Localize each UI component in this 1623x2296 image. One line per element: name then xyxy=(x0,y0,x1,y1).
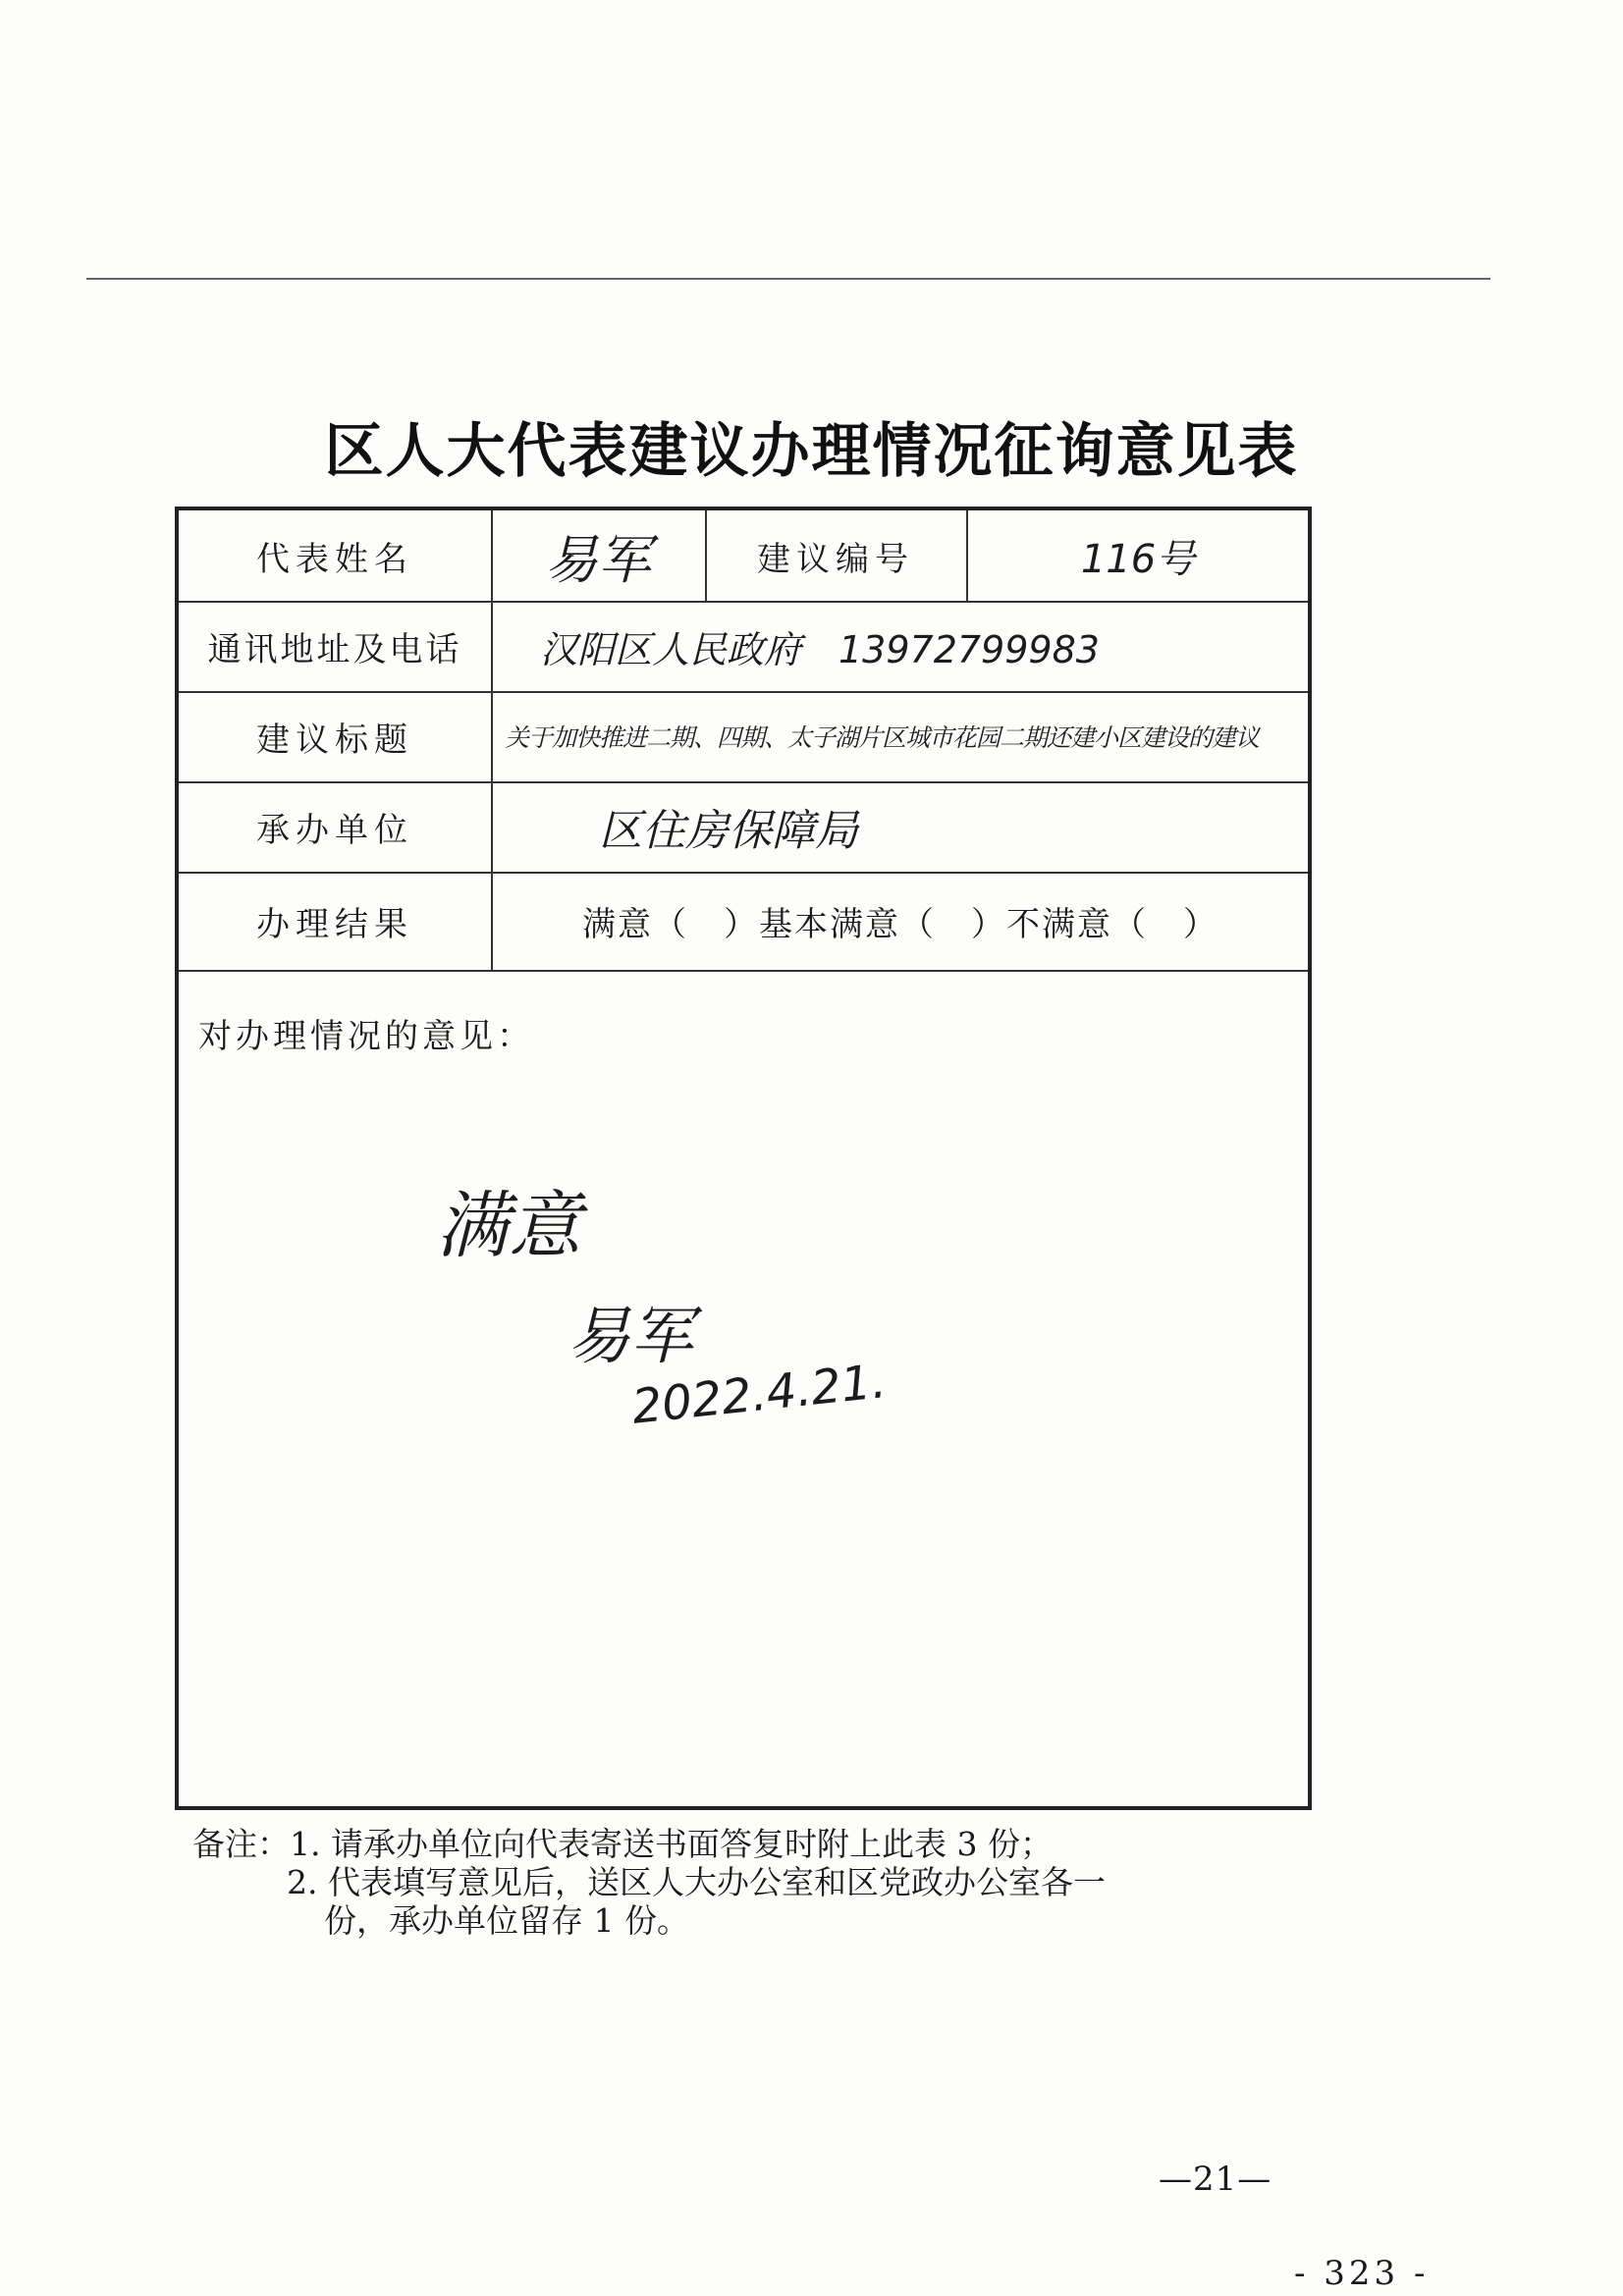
opinion-signature: 易军 xyxy=(568,1301,693,1373)
row-contact xyxy=(179,601,1308,693)
note-line-3: 份，承办单位留存 1 份。 xyxy=(324,1900,689,1940)
opinion-label: 对办理情况的意见： xyxy=(198,1017,534,1056)
row-handling-unit xyxy=(179,781,1308,874)
contact-label: 通讯地址及电话 xyxy=(207,629,462,669)
row-result xyxy=(179,872,1308,972)
header-rule xyxy=(86,278,1490,280)
opinion-form xyxy=(175,507,1312,1810)
inner-page-number: —21— xyxy=(1159,2160,1272,2199)
page-title: 区人大代表建议办理情况征询意见表 xyxy=(324,417,1299,486)
proposal-title-label: 建议标题 xyxy=(256,720,413,760)
note-line-2: 2. 代表填写意见后，送区人大办公室和区党政办公室各一 xyxy=(287,1862,1106,1901)
result-label: 办理结果 xyxy=(256,904,413,944)
handling-unit-label: 承办单位 xyxy=(256,810,413,850)
row-rep-name xyxy=(179,510,1308,603)
proposal-no-value: 116号 xyxy=(1080,536,1196,582)
footnotes xyxy=(192,1826,1106,1941)
opinion-text: 满意 xyxy=(436,1184,581,1268)
handling-unit-value: 区住房保障局 xyxy=(599,806,858,856)
note-line-1: 备注：1. 请承办单位向代表寄送书面答复时附上此表 3 份； xyxy=(192,1825,1053,1863)
result-options: 满意（ ）基本满意（ ）不满意（ ） xyxy=(582,904,1218,944)
rep-name-value: 易军 xyxy=(545,528,651,591)
proposal-title-value: 关于加快推进二期、四期、太子湖片区城市花园二期还建小区建设的建议 xyxy=(505,723,1260,752)
rep-name-label: 代表姓名 xyxy=(256,539,413,579)
contact-value: 汉阳区人民政府 13972799983 xyxy=(540,627,1100,671)
row-proposal-title xyxy=(179,691,1308,783)
opinion-date: 2022.4.21. xyxy=(629,1354,890,1435)
outer-page-number: - 323 - xyxy=(1294,2254,1430,2293)
proposal-no-label: 建议编号 xyxy=(757,539,914,579)
